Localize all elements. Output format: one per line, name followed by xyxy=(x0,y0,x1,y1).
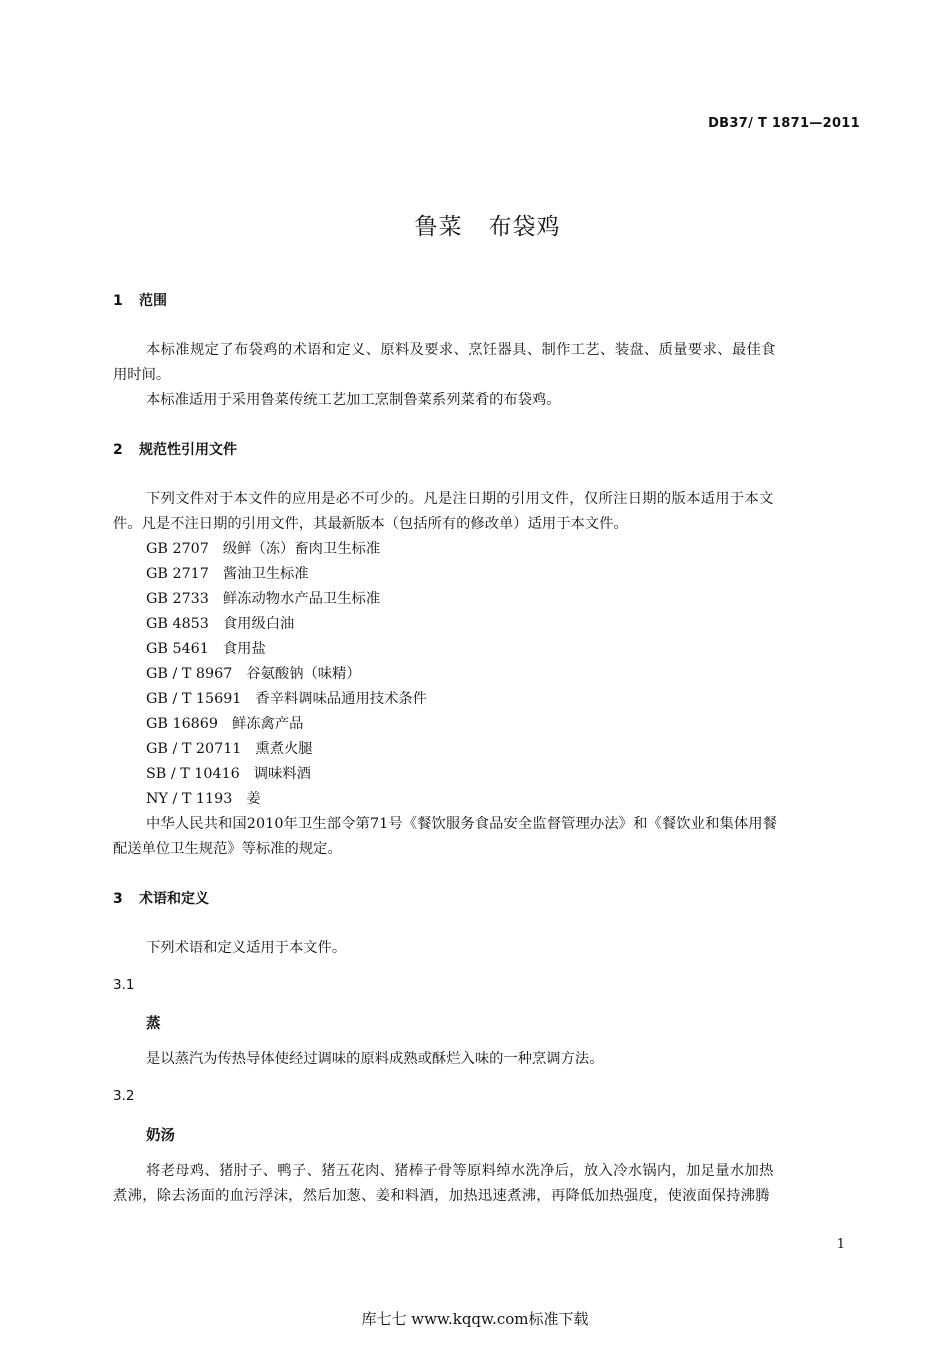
footer-watermark-text: 库七七 www.kqqw.com标准下载 xyxy=(361,1310,589,1328)
scope-paragraph-line-1: 本标准规定了布袋鸡的术语和定义、原料及要求、烹饪器具、制作工艺、装盘、质量要求、最佳食 xyxy=(146,342,776,358)
section-1-heading xyxy=(113,290,167,310)
reference-item: GB 2733 鲜冻动物水产品卫生标准 xyxy=(146,591,381,607)
document-title xyxy=(0,208,950,241)
term-number: 3.1 xyxy=(113,977,135,993)
regulation-note-line-2: 配送单位卫生规范》等标准的规定。 xyxy=(113,841,342,857)
title-part-cuisine: 鲁菜 xyxy=(414,214,463,240)
scope-applicability: 本标准适用于采用鲁菜传统工艺加工烹制鲁菜系列菜肴的布袋鸡。 xyxy=(146,392,561,408)
reference-item: GB 2707 级鲜（冻）畜肉卫生标准 xyxy=(146,541,381,557)
reference-item: GB 16869 鲜冻禽产品 xyxy=(146,716,304,732)
normative-intro-line-1: 下列文件对于本文件的应用是必不可少的。凡是注日期的引用文件，仅所注日期的版本适用于本文 xyxy=(146,491,774,507)
normative-intro-line-2: 件。凡是不注日期的引用文件，其最新版本（包括所有的修改单）适用于本文件。 xyxy=(113,516,628,532)
section-number: 3 xyxy=(113,891,123,907)
reference-item: SB / T 10416 调味料酒 xyxy=(146,766,311,782)
term-number: 3.2 xyxy=(113,1088,135,1104)
section-title: 术语和定义 xyxy=(139,891,209,907)
reference-item: GB / T 20711 熏煮火腿 xyxy=(146,741,313,757)
term-definition-line-2: 煮沸，除去汤面的血污浮沫，然后加葱、姜和料酒，加热迅速煮沸，再降低加热强度，使液面保持沸腾 xyxy=(113,1188,770,1204)
section-number: 1 xyxy=(113,293,123,309)
section-title: 规范性引用文件 xyxy=(139,442,237,458)
reference-item: GB / T 15691 香辛料调味品通用技术条件 xyxy=(146,691,427,707)
term-definition: 是以蒸汽为传热导体使经过调味的原料成熟或酥烂入味的一种烹调方法。 xyxy=(146,1051,604,1067)
reference-item: NY / T 1193 姜 xyxy=(146,791,261,807)
section-number: 2 xyxy=(113,442,123,458)
reference-item: GB / T 8967 谷氨酸钠（味精） xyxy=(146,666,361,682)
page-number: 1 xyxy=(836,1237,845,1252)
terms-intro: 下列术语和定义适用于本文件。 xyxy=(146,940,347,956)
section-3-heading xyxy=(113,888,209,908)
scope-paragraph-line-2: 用时间。 xyxy=(113,367,171,383)
title-part-dish: 布袋鸡 xyxy=(488,214,561,240)
section-title: 范围 xyxy=(139,293,167,309)
term-definition-line-1: 将老母鸡、猪肘子、鸭子、猪五花肉、猪棒子骨等原料绰水洗净后，放入冷水锅内，加足量水加热 xyxy=(146,1163,774,1179)
reference-item: GB 2717 酱油卫生标准 xyxy=(146,566,309,582)
term-name: 蒸 xyxy=(146,1016,161,1032)
reference-item: GB 4853 食用级白油 xyxy=(146,616,295,632)
term-name: 奶汤 xyxy=(146,1128,175,1144)
reference-item: GB 5461 食用盐 xyxy=(146,641,266,657)
regulation-note-line-1: 中华人民共和国2010年卫生部令第71号《餐饮服务食品安全监督管理办法》和《餐饮业和集体用餐 xyxy=(146,816,778,832)
section-2-heading xyxy=(113,439,237,459)
standard-code: DB37/ T 1871—2011 xyxy=(708,116,860,131)
